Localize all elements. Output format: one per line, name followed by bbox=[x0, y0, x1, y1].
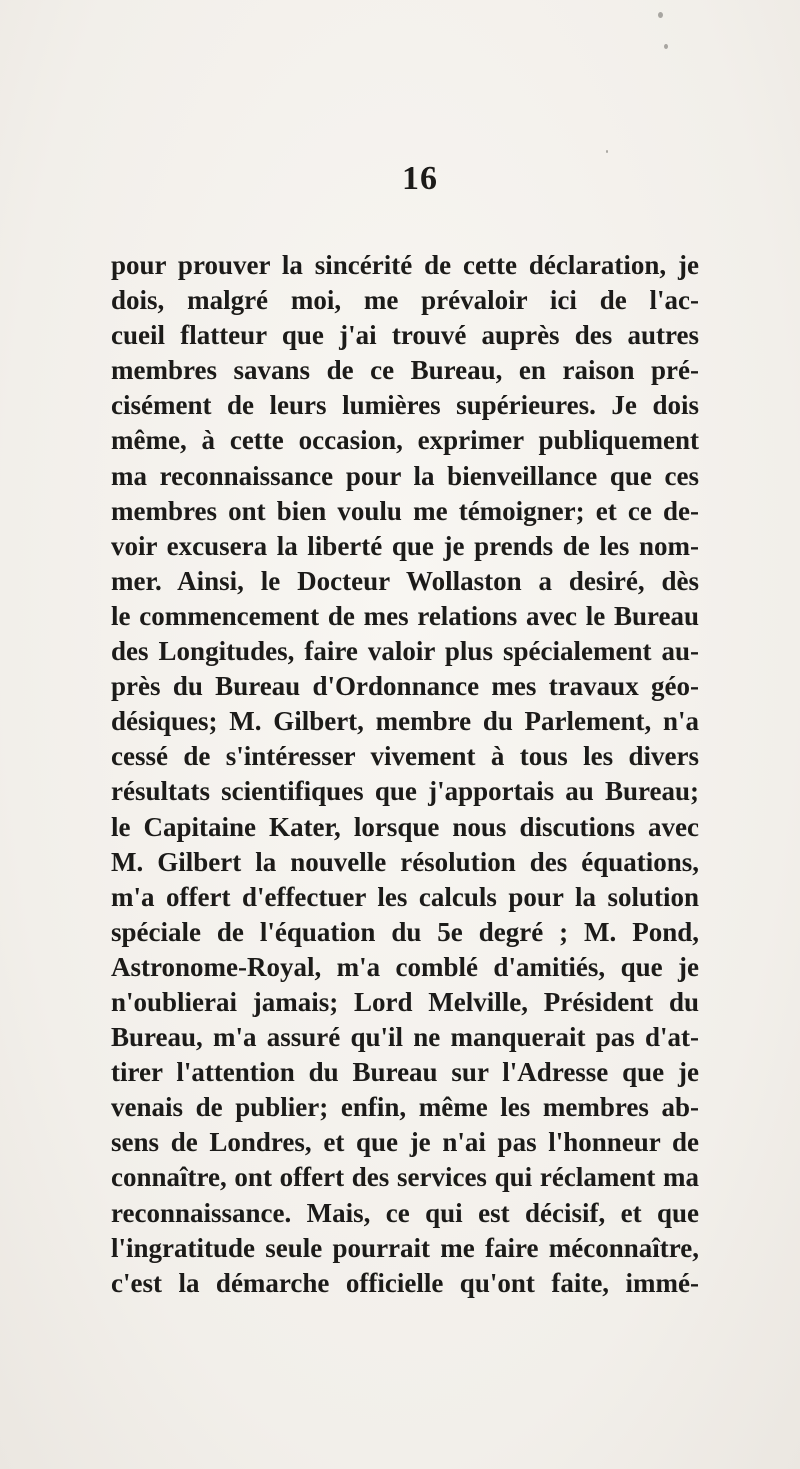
text-line: ma reconnaissance pour la bienveillance que ces bbox=[111, 460, 699, 491]
text-line: Bureau, m'a assuré qu'il ne manquerait pas d'at- bbox=[111, 1022, 699, 1053]
text-line: voir excusera la liberté que je prends de les nom- bbox=[111, 530, 699, 561]
text-line: sens de Londres, et que je n'ai pas l'honneur de bbox=[111, 1127, 699, 1158]
text-line: le commencement de mes relations avec le Bureau bbox=[111, 600, 699, 631]
text-line: cueil flatteur que j'ai trouvé auprès des autres bbox=[111, 320, 699, 351]
text-line: Astronome-Royal, m'a comblé d'amitiés, que je bbox=[111, 951, 699, 982]
text-line: dois, malgré moi, me prévaloir ici de l'ac- bbox=[111, 285, 699, 316]
text-line: l'ingratitude seule pourrait me faire méconnaître, bbox=[111, 1232, 699, 1263]
text-line: c'est la démarche officielle qu'ont faite, immé- bbox=[111, 1267, 699, 1298]
text-line: M. Gilbert la nouvelle résolution des équations, bbox=[111, 846, 699, 877]
text-line: résultats scientifiques que j'apportais au Bureau; bbox=[111, 776, 699, 807]
text-line: près du Bureau d'Ordonnance mes travaux géo- bbox=[111, 671, 699, 702]
text-line: tirer l'attention du Bureau sur l'Adresse que je bbox=[111, 1057, 699, 1088]
text-line: membres savans de ce Bureau, en raison pré- bbox=[111, 355, 699, 386]
text-line: connaître, ont offert des services qui réclament ma bbox=[111, 1162, 699, 1193]
page-number: 16 bbox=[402, 160, 438, 197]
text-line: n'oublierai jamais; Lord Melville, Président du bbox=[111, 986, 699, 1017]
text-line: membres ont bien voulu me témoigner; et ce de- bbox=[111, 495, 699, 526]
print-speck bbox=[664, 44, 668, 49]
text-line: spéciale de l'équation du 5e degré ; M. Pond, bbox=[111, 916, 699, 947]
text-line: des Longitudes, faire valoir plus spécialement au- bbox=[111, 636, 699, 667]
text-line: cessé de s'intéresser vivement à tous les divers bbox=[111, 741, 699, 772]
text-line: le Capitaine Kater, lorsque nous discutions avec bbox=[111, 811, 699, 842]
text-line: m'a offert d'effectuer les calculs pour la solution bbox=[111, 881, 699, 912]
text-line: mer. Ainsi, le Docteur Wollaston a desiré, dès bbox=[111, 565, 699, 596]
body-text bbox=[111, 248, 699, 1301]
text-line: même, à cette occasion, exprimer publiquement bbox=[111, 425, 699, 456]
print-speck bbox=[606, 150, 608, 153]
text-line: pour prouver la sincérité de cette déclaration, je bbox=[111, 250, 699, 280]
text-line: cisément de leurs lumières supérieures. Je dois bbox=[111, 390, 699, 421]
text-line: désiques; M. Gilbert, membre du Parlement, n'a bbox=[111, 706, 699, 737]
print-speck bbox=[658, 12, 663, 18]
text-line: venais de publier; enfin, même les membres ab- bbox=[111, 1092, 699, 1123]
text-line: reconnaissance. Mais, ce qui est décisif, et que bbox=[111, 1197, 699, 1228]
